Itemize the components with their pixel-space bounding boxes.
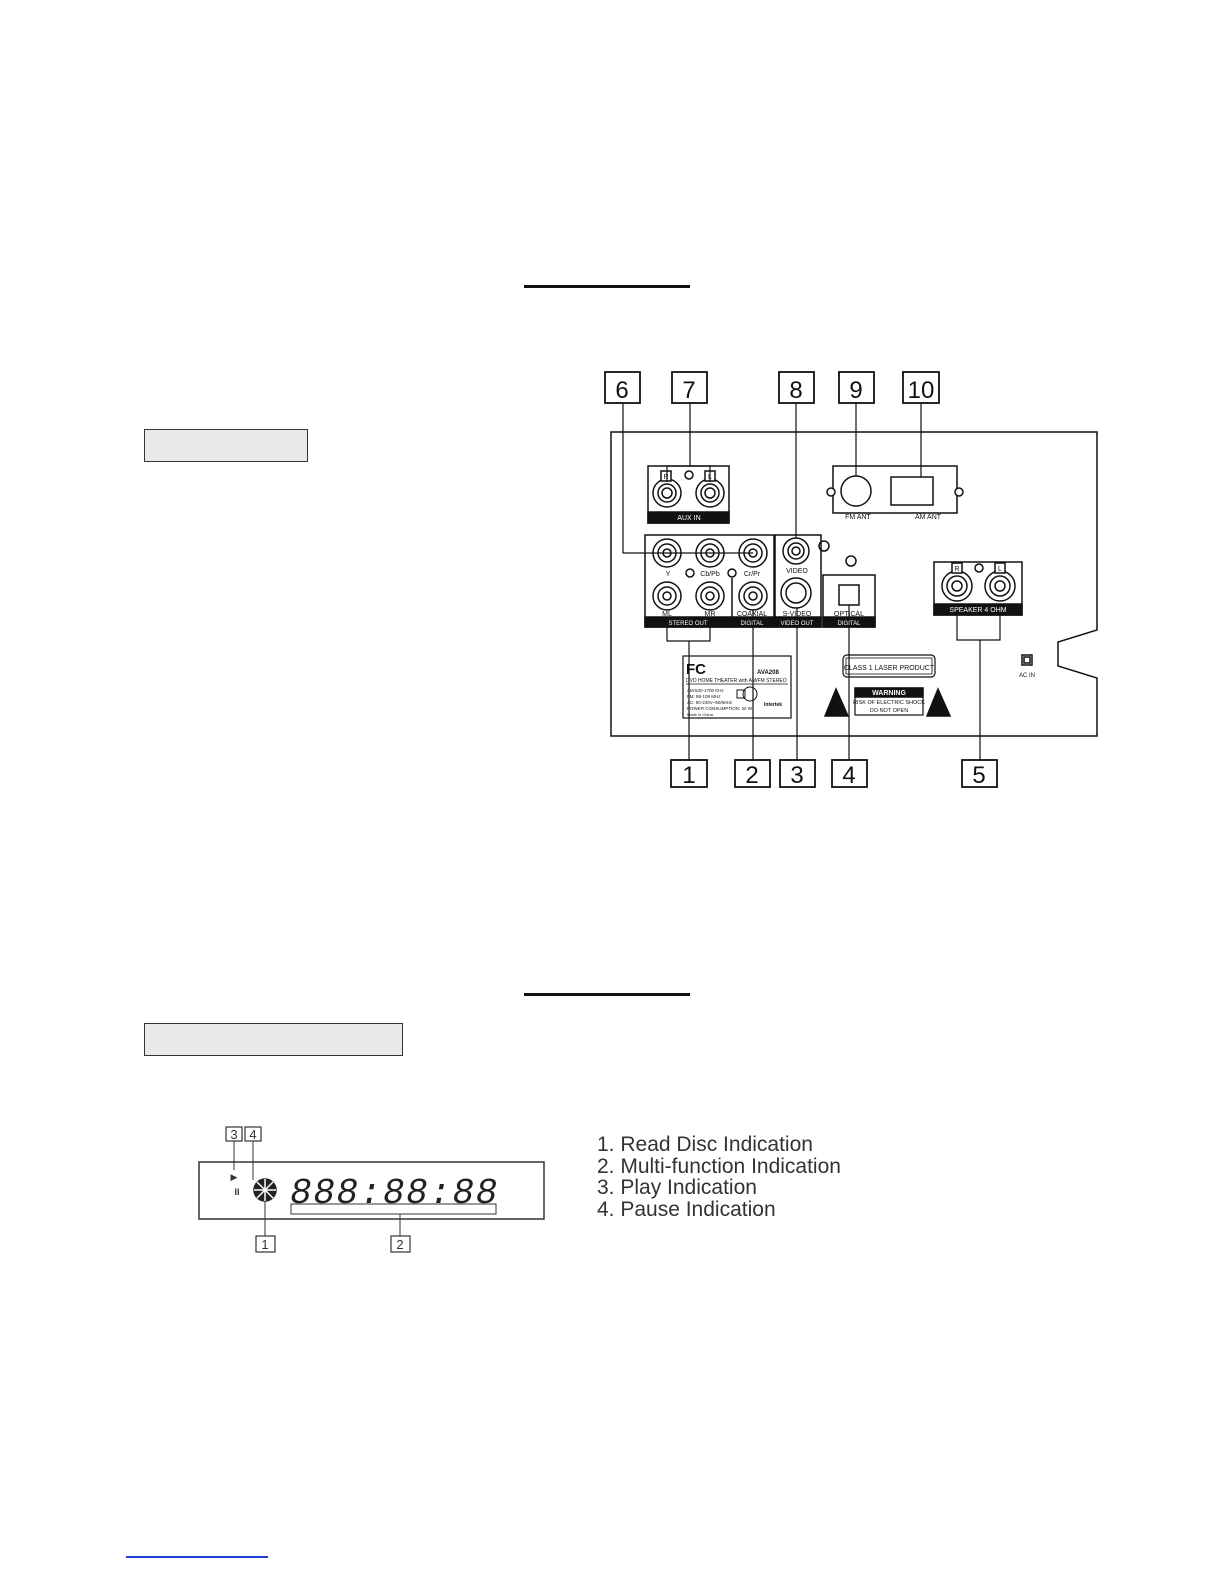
s-video-label: S-VIDEO [782, 611, 812, 618]
legend-item-3: 3. Play Indication [597, 1176, 757, 1200]
model-number: AVA208 [757, 670, 779, 676]
laser-label-text: CLASS 1 LASER PRODUCT [843, 665, 935, 672]
callout-1: 1 [682, 762, 696, 789]
coaxial-label: COAXIAL [736, 611, 768, 618]
warning-line-2: DO NOT OPEN [869, 708, 909, 714]
callout-6: 6 [615, 377, 629, 404]
product-name: DVD HOME THEATER with AM/FM STEREO [686, 678, 787, 684]
mr-label: MR [704, 611, 716, 618]
cb-pb-label: Cb/Pb [700, 571, 720, 578]
ac-in-label: AC IN [1018, 673, 1036, 679]
display-legend [597, 1134, 841, 1221]
speaker-l-label: L [998, 566, 1002, 573]
callout-4: 4 [842, 762, 856, 789]
power-rating: POWER CONSUMPTION: 30 W [687, 706, 753, 711]
stereo-out-label: STEREO OUT [668, 621, 708, 627]
optical-digital-label: DIGITAL [837, 621, 861, 627]
callout-9: 9 [849, 377, 863, 404]
am-ant-label: AM ANT [914, 514, 942, 521]
video-label: VIDEO [786, 568, 808, 575]
rear-callouts-top [605, 372, 939, 404]
front-callout-3: 3 [230, 1127, 238, 1142]
caution-warning-icon [927, 689, 950, 716]
play-icon: ▶ [230, 1172, 238, 1182]
made-in: Made in China [687, 712, 713, 717]
optical-label: OPTICAL [834, 611, 864, 618]
callout-2: 2 [745, 762, 759, 789]
ac-rating: AC: 90-240V~50/60Hz [687, 700, 733, 705]
aux-in-label: AUX IN [677, 515, 701, 522]
intertek-mark: Intertek [764, 702, 783, 708]
warning-line-1: RISK OF ELECTRIC SHOCK [853, 700, 925, 706]
fm-range: FM: 88-108 MHz [687, 694, 721, 699]
warning-title: WARNING [872, 690, 906, 697]
segment-digits: 888:88:88 [290, 1173, 499, 1214]
legend-item-2: 2. Multi-function Indication [597, 1154, 841, 1178]
lightning-warning-icon [825, 689, 848, 716]
rear-callouts-bottom [671, 760, 997, 789]
callout-3: 3 [790, 762, 804, 789]
cr-pr-label: Cr/Pr [743, 571, 761, 578]
fc-logo: FC [686, 661, 706, 678]
fm-ant-label: FM ANT [845, 514, 871, 521]
callout-5: 5 [972, 762, 986, 789]
front-callout-2: 2 [396, 1237, 404, 1252]
pause-icon: II [234, 1187, 240, 1197]
ml-label: ML [662, 611, 672, 618]
speaker-label: SPEAKER 4 OHM [949, 607, 1007, 614]
legend-item-4: 4. Pause Indication [597, 1198, 776, 1222]
aux-r-label: R [663, 474, 669, 481]
panel-outline [611, 432, 1097, 736]
callout-8: 8 [789, 377, 803, 404]
callout-7: 7 [682, 377, 696, 404]
aux-l-label: L [708, 474, 712, 481]
callout-10: 10 [907, 377, 935, 404]
rear-panel-diagram [611, 403, 1097, 760]
speaker-r-label: R [954, 566, 960, 573]
video-out-label: VIDEO OUT [780, 621, 814, 627]
digital-label: DIGITAL [740, 621, 764, 627]
front-callout-4: 4 [249, 1127, 257, 1142]
front-callout-1: 1 [261, 1237, 269, 1252]
rating-label-text [686, 661, 787, 717]
legend-item-1: 1. Read Disc Indication [597, 1133, 813, 1156]
y-label: Y [665, 571, 671, 578]
am-range: AM:530-1700 KHz [687, 688, 724, 693]
